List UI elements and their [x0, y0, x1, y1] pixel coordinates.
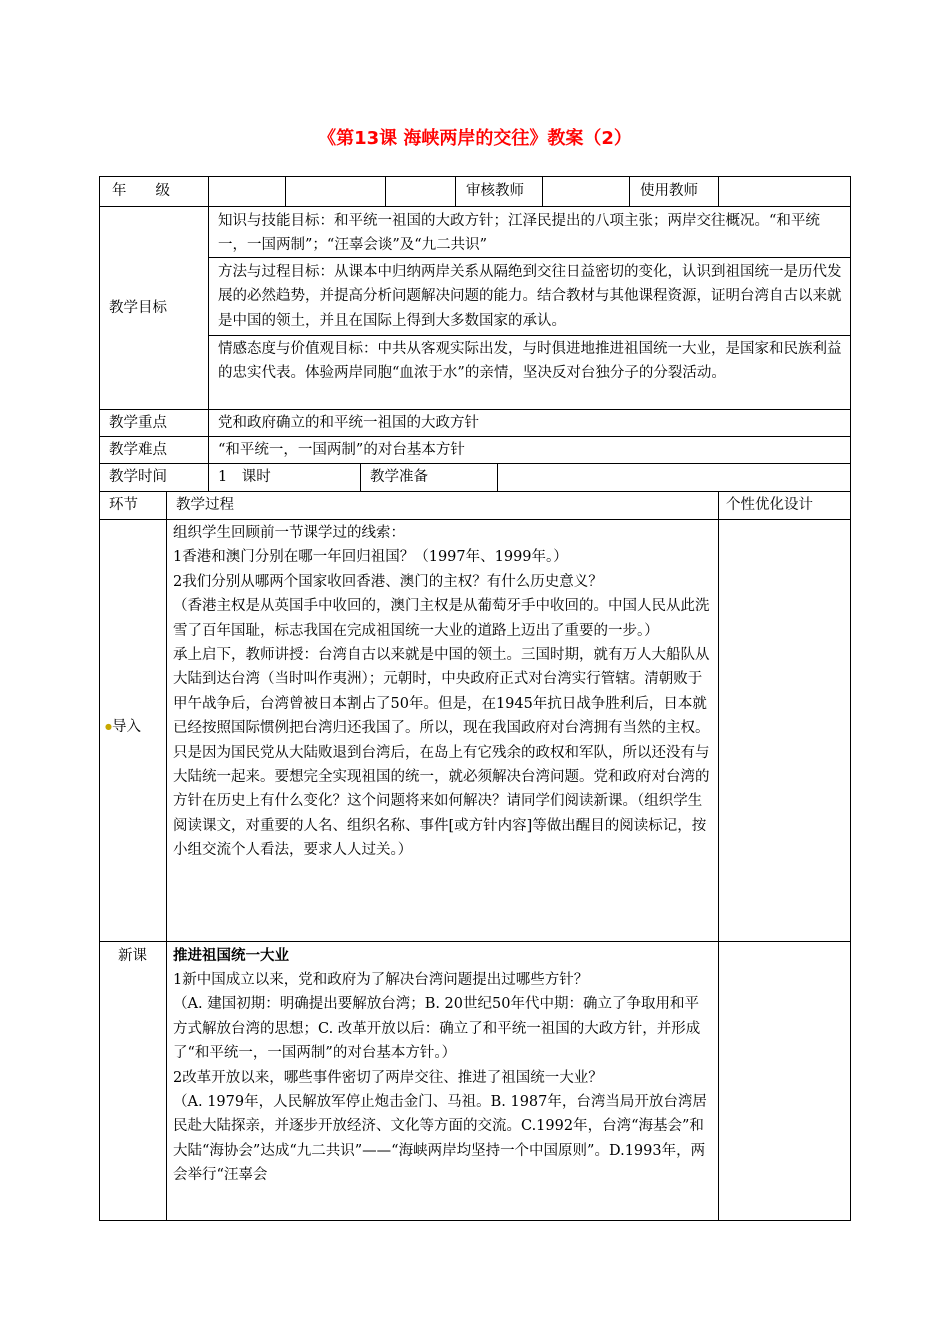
key-point-label: 教学重点 [109, 415, 167, 431]
difficulty-label: 教学难点 [109, 442, 167, 458]
prep-label: 教学准备 [370, 469, 428, 485]
time-label: 教学时间 [109, 469, 167, 485]
stage-column-header: 环节 [109, 497, 138, 513]
reviewer-label: 审核教师 [466, 183, 524, 199]
grade-label: 年 级 [112, 183, 170, 199]
new-lesson-design-cell[interactable] [719, 942, 849, 1220]
grade-value[interactable] [209, 177, 284, 205]
time-value: 1 课时 [218, 469, 271, 485]
objectives-label: 教学目标 [109, 300, 167, 316]
design-column-header: 个性优化设计 [726, 497, 813, 513]
intro-label: ●导入 [105, 719, 141, 735]
new-lesson-label: 新课 [118, 948, 147, 964]
intro-text: 组织学生回顾前一节课学过的线索： 1香港和澳门分别在哪一年回归祖国？（1997年、1999年。） 2我们分别从哪两个国家收回香港、澳门的主权？有什么历史意义？ （香港主权是从英国手中收回的，澳门主权是从葡萄牙手中收回的。中国人民从此洗雪了百年国耻，标志我国在完成祖国统一大业的道路上迈出了重要的一步。） 承上启下，教师讲授：台湾自古以来就是中国的领土。三国时期，就有万人大船队从大陆到达台湾（当时叫作夷洲）；元朝时，中央政府正式对台湾实行管辖。清朝败于甲午战争后，台湾曾被日本割占了50年。但是，在1945年抗日战争胜利后，日本就已经按照国际惯例把台湾归还我国了。所以，现在我国政府对台湾拥有当然的主权。只是因为国民党从大陆败退到台湾后，在岛上有它残余的政权和军队，所以还没有与大陆统一起来。要想完全实现祖国的统一，就必须解决台湾问题。党和政府对台湾的方针在历史上有什么变化？这个问题将来如何解决？请同学们阅读新课。（组织学生阅读课文，对重要的人名、组织名称、事件[或方针内容]等做出醒目的阅读标记，按小组交流个人看法，要求人人过关。） [173, 525, 710, 859]
new-lesson-text: 1新中国成立以来，党和政府为了解决台湾问题提出过哪些方针？ （A. 建国初期：明确提出要解放台湾；B. 20世纪50年代中期：确立了争取用和平方式解放台湾的思想；C. 改革开放以后：确立了和平统一祖国的大政方针，并形成了“和平统一，一国两制”的对台基本方针。） 2改革开放以来，哪些事件密切了两岸交往、推进了祖国统一大业？ （A. 1979年，人民解放军停止炮击金门、马祖。B. 1987年，台湾当局开放台湾居民赴大陆探亲，并逐步开放经济、文化等方面的交流。C.1992年，台湾“海基会”和大陆“海协会”达成“九二共识”——“海峡两岸均坚持一个中国原则”。D.1993年，两会举行“汪辜会 [173, 972, 707, 1184]
new-lesson-heading: 推进祖国统一大业 [173, 947, 289, 964]
difficulty-text: “和平统一，一国两制”的对台基本方针 [218, 442, 465, 458]
user-value[interactable] [719, 177, 849, 205]
objective-method: 方法与过程目标：从课本中归纳两岸关系从隔绝到交往日益密切的变化，认识到祖国统一是历代发展的必然趋势，并提高分析问题解决问题的能力。结合教材与其他课程资源，证明台湾自古以来就是中国的领土，并且在国际上得到大多数国家的承认。 [218, 264, 842, 329]
objective-emotion: 情感态度与价值观目标：中共从客观实际出发，与时俱进地推进祖国统一大业，是国家和民族利益的忠实代表。体验两岸同胞“血浓于水”的亲情，坚决反对台独分子的分裂活动。 [218, 341, 842, 382]
user-label: 使用教师 [640, 183, 698, 199]
prep-value[interactable] [498, 464, 849, 490]
process-column-header: 教学过程 [176, 497, 234, 513]
intro-design-cell[interactable] [719, 520, 849, 940]
objective-knowledge: 知识与技能目标：和平统一祖国的大政方针；江泽民提出的八项主张；两岸交往概况。“和平统一，一国两制”；“汪辜会谈”及“九二共识” [218, 213, 820, 254]
dot-mark-icon: ● [105, 722, 112, 731]
key-point-text: 党和政府确立的和平统一祖国的大政方针 [218, 415, 479, 431]
page-title: 《第13课 海峡两岸的交往》教案（2） [318, 128, 632, 149]
reviewer-value[interactable] [543, 177, 628, 205]
